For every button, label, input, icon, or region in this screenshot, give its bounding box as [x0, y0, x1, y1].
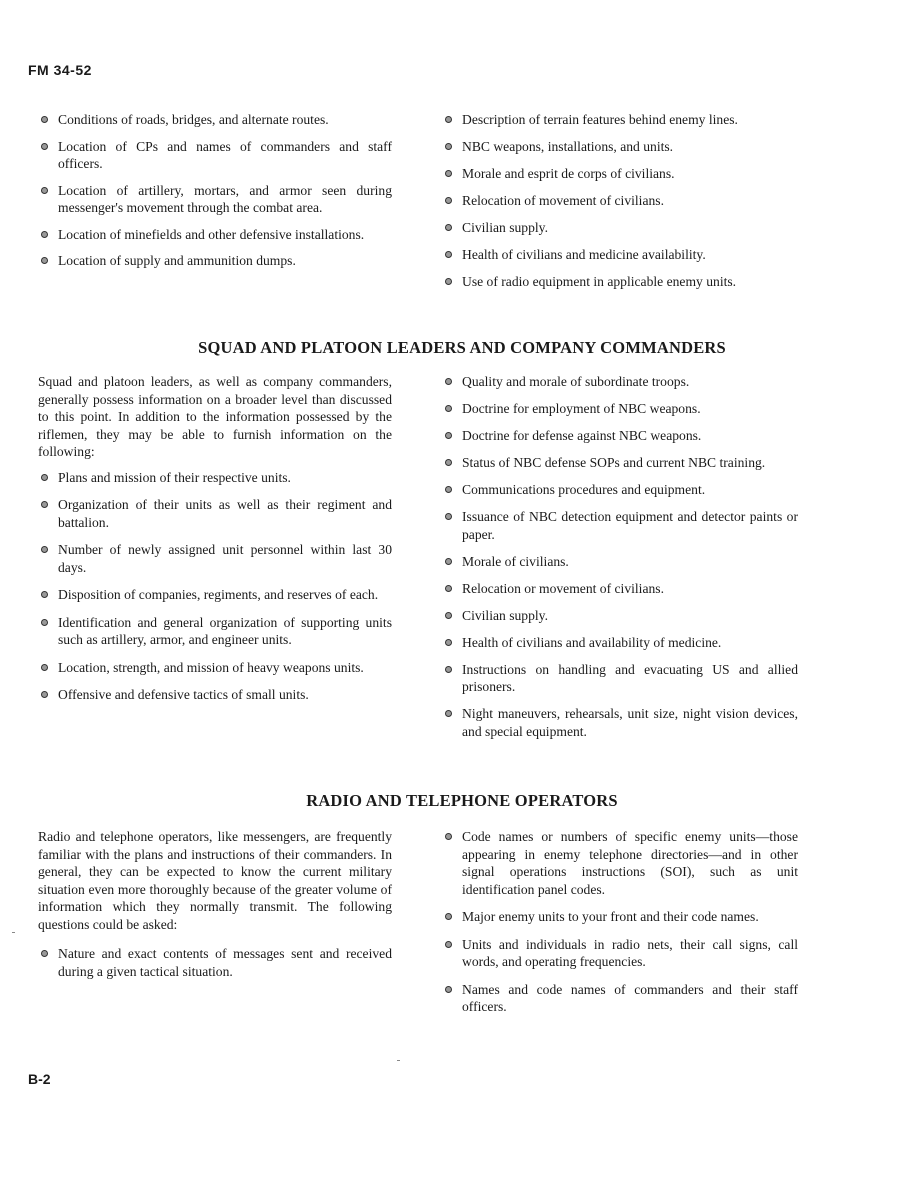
- list-item: Communications procedures and equipment.: [442, 481, 798, 499]
- bullet-icon: [445, 833, 452, 840]
- bullet-icon: [445, 251, 452, 258]
- list-item: Identification and general organization of supporting units such as artillery, armor, and engineer units.: [38, 614, 392, 649]
- bullet-icon: [445, 666, 452, 673]
- radio-intro: Radio and telephone operators, like messengers, are frequently familiar with the plans and instructions of their commanders. In general, they can be expected to know the current military situation even more thoroughly because of the greater volume of information which they normally transmit. The following questions could be asked:: [38, 829, 392, 932]
- list-item: Number of newly assigned unit personnel within last 30 days.: [38, 541, 392, 576]
- page-number: B-2: [28, 1071, 51, 1087]
- list-item: Major enemy units to your front and their code names.: [442, 908, 798, 926]
- list-item: Names and code names of commanders and their staff officers.: [442, 981, 798, 1016]
- list-item: Health of civilians and availability of medicine.: [442, 634, 798, 652]
- squad-intro: Squad and platoon leaders, as well as company commanders, generally possess information on a broader level than discussed to this point. In addition to the information possessed by the riflemen, they may be able to furnish information on the following:: [38, 374, 392, 459]
- bullet-icon: [445, 585, 452, 592]
- radio-right-column: [442, 828, 798, 1016]
- list-item: Nature and exact contents of messages sent and received during a given tactical situation.: [38, 945, 392, 980]
- bullet-icon: [445, 459, 452, 466]
- bullet-icon: [41, 591, 48, 598]
- bullet-icon: [445, 941, 452, 948]
- list-item: Doctrine for employment of NBC weapons.: [442, 400, 798, 418]
- list-item: Offensive and defensive tactics of small units.: [38, 686, 392, 704]
- bullet-icon: [41, 116, 48, 123]
- section-heading-squad: SQUAD AND PLATOON LEADERS AND COMPANY COMMANDERS: [198, 338, 726, 357]
- list-item: Health of civilians and medicine availability.: [442, 246, 798, 264]
- bullet-icon: [445, 278, 452, 285]
- squad-right-column: [442, 373, 798, 740]
- list-item: Issuance of NBC detection equipment and detector paints or paper.: [442, 508, 798, 543]
- bullet-icon: [41, 143, 48, 150]
- list-item: Doctrine for defense against NBC weapons.: [442, 427, 798, 445]
- bullet-icon: [445, 986, 452, 993]
- scan-speck: [12, 932, 15, 933]
- list-item: Plans and mission of their respective units.: [38, 469, 392, 487]
- list-item: Status of NBC defense SOPs and current NBC training.: [442, 454, 798, 472]
- list-item: Civilian supply.: [442, 219, 798, 237]
- list-item: Location, strength, and mission of heavy weapons units.: [38, 659, 392, 677]
- list-item: Use of radio equipment in applicable enemy units.: [442, 273, 798, 291]
- list-item: Location of CPs and names of commanders and staff officers.: [38, 138, 392, 173]
- bullet-icon: [445, 639, 452, 646]
- bullet-icon: [445, 913, 452, 920]
- list-item: NBC weapons, installations, and units.: [442, 138, 798, 156]
- list-item: Organization of their units as well as their regiment and battalion.: [38, 496, 392, 531]
- list-item: Relocation or movement of civilians.: [442, 580, 798, 598]
- list-item: Code names or numbers of specific enemy units—those appearing in enemy telephone directories—and in other signal operations instructions (SOI), such as unit identification panel codes.: [442, 828, 798, 898]
- bullet-icon: [41, 691, 48, 698]
- list-item: Location of minefields and other defensive installations.: [38, 226, 392, 244]
- bullet-icon: [445, 197, 452, 204]
- bullet-icon: [445, 513, 452, 520]
- list-item: Units and individuals in radio nets, their call signs, call words, and operating frequencies.: [442, 936, 798, 971]
- list-item: Relocation of movement of civilians.: [442, 192, 798, 210]
- bullet-icon: [41, 664, 48, 671]
- list-item: Conditions of roads, bridges, and alternate routes.: [38, 111, 392, 129]
- bullet-icon: [445, 710, 452, 717]
- bullet-icon: [445, 612, 452, 619]
- bullet-icon: [41, 619, 48, 626]
- list-item: Morale of civilians.: [442, 553, 798, 571]
- radio-left-column: [38, 828, 392, 980]
- bullet-icon: [445, 224, 452, 231]
- list-item: Location of supply and ammunition dumps.: [38, 252, 392, 270]
- bullet-icon: [445, 143, 452, 150]
- top-right-column: [442, 111, 798, 291]
- bullet-icon: [445, 378, 452, 385]
- list-item: Night maneuvers, rehearsals, unit size, night vision devices, and special equipment.: [442, 705, 798, 740]
- list-item: Quality and morale of subordinate troops.: [442, 373, 798, 391]
- bullet-icon: [445, 558, 452, 565]
- bullet-icon: [445, 486, 452, 493]
- list-item: Disposition of companies, regiments, and reserves of each.: [38, 586, 392, 604]
- bullet-icon: [41, 187, 48, 194]
- bullet-icon: [445, 116, 452, 123]
- bullet-icon: [445, 405, 452, 412]
- bullet-icon: [445, 170, 452, 177]
- bullet-icon: [41, 950, 48, 957]
- list-item: Description of terrain features behind enemy lines.: [442, 111, 798, 129]
- bullet-icon: [41, 546, 48, 553]
- bullet-icon: [41, 474, 48, 481]
- bullet-icon: [41, 501, 48, 508]
- list-item: Civilian supply.: [442, 607, 798, 625]
- list-item: Morale and esprit de corps of civilians.: [442, 165, 798, 183]
- list-item: Location of artillery, mortars, and armor seen during messenger's movement through the combat area.: [38, 182, 392, 217]
- squad-left-column: [38, 373, 392, 704]
- bullet-icon: [41, 231, 48, 238]
- bullet-icon: [445, 432, 452, 439]
- section-heading-radio: RADIO AND TELEPHONE OPERATORS: [306, 791, 618, 810]
- page-header: FM 34-52: [28, 62, 92, 78]
- scan-speck: [397, 1060, 400, 1061]
- list-item: Instructions on handling and evacuating US and allied prisoners.: [442, 661, 798, 696]
- top-left-column: [38, 111, 392, 270]
- bullet-icon: [41, 257, 48, 264]
